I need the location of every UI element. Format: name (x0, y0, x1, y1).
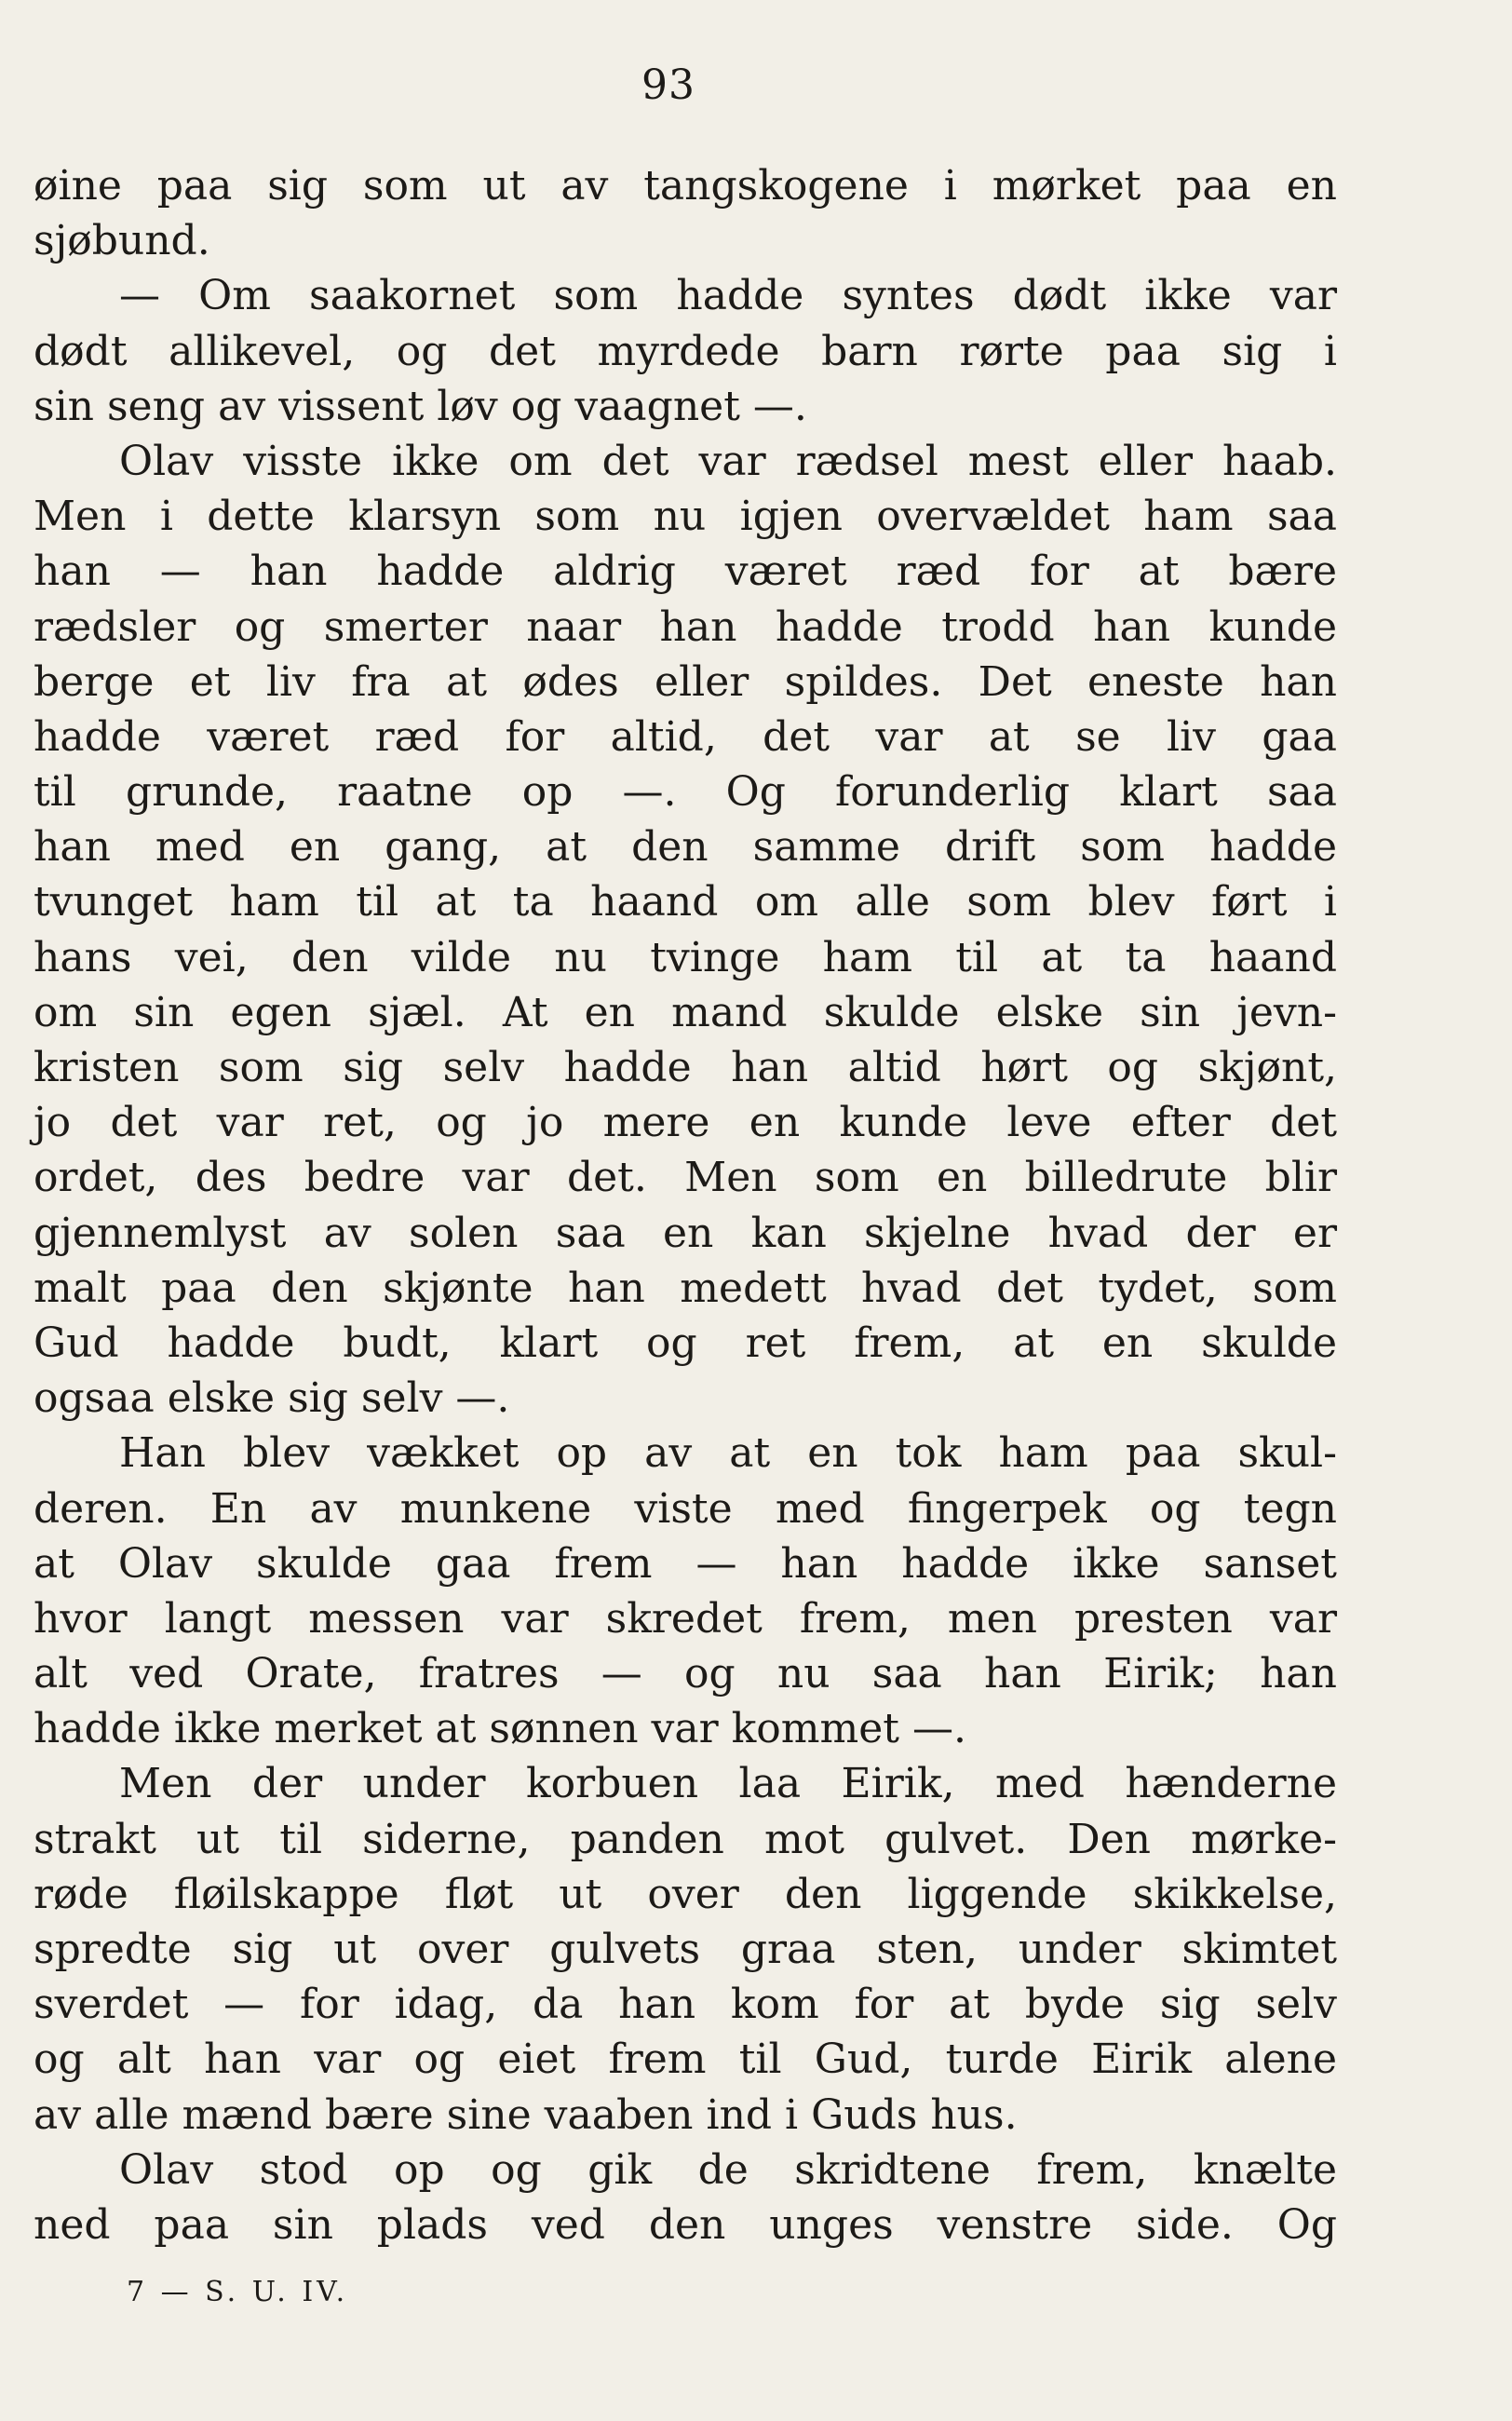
text-line: og alt han var og eiet frem til Gud, turde Eirik alene (34, 2036, 1337, 2084)
text-line: hvor langt messen var skredet frem, men presten var (34, 1594, 1337, 1643)
text-line: sin seng av vissent løv og vaagnet —. (34, 382, 807, 430)
text-line: han med en gang, at den samme drift som hadde (34, 823, 1337, 872)
text-line: deren. En av munkene viste med fingerpek og tegn (34, 1484, 1337, 1533)
text-line: Men i dette klarsyn som nu igjen overvældet ham saa (34, 493, 1337, 541)
text-line: hans vei, den vilde nu tvinge ham til at ta haand (34, 933, 1337, 981)
text-line: øine paa sig som ut av tangskogene i mørket paa en (34, 162, 1337, 210)
text-line: Olav visste ikke om det var rædsel mest eller haab. (119, 437, 1337, 485)
text-line: spredte sig ut over gulvets graa sten, under skimtet (34, 1926, 1337, 1973)
text-line: Han blev vækket op av at en tok ham paa skul- (119, 1429, 1337, 1478)
text-line: Gud hadde budt, klart og ret frem, at en skulde (34, 1319, 1337, 1367)
text-line: Olav stod op og gik de skridtene frem, knælte (119, 2145, 1337, 2194)
text-line: Men der under korbuen laa Eirik, med hænderne (119, 1760, 1337, 1808)
text-line: strakt ut til siderne, panden mot gulvet. Den mørke- (34, 1815, 1337, 1863)
body-text (34, 158, 1337, 2252)
text-line: — Om saakornet som hadde syntes dødt ikke var (119, 272, 1337, 320)
text-line: hadde været ræd for altid, det var at se liv gaa (34, 712, 1337, 761)
text-line: ogsaa elske sig selv —. (34, 1374, 510, 1423)
text-line: dødt allikevel, og det myrdede barn rørte paa sig i (34, 327, 1337, 375)
text-line: sverdet — for idag, da han kom for at byde sig selv (34, 1981, 1337, 2029)
text-line: hadde ikke merket at sønnen var kommet —. (34, 1705, 966, 1753)
text-line: at Olav skulde gaa frem — han hadde ikke sanset (34, 1539, 1337, 1588)
text-line: alt ved Orate, fratres — og nu saa han Eirik; han (34, 1650, 1337, 1698)
printer-signature: 7 — S. U. IV. (127, 2276, 349, 2308)
text-line: røde fløilskappe fløt ut over den liggende skikkelse, (34, 1870, 1337, 1918)
text-line: kristen som sig selv hadde han altid hørt og skjønt, (34, 1044, 1337, 1091)
text-line: ordet, des bedre var det. Men som en billedrute blir (34, 1154, 1337, 1202)
text-line: sjøbund. (34, 217, 210, 265)
text-line: ned paa sin plads ved den unges venstre side. Og (34, 2200, 1337, 2249)
text-line: han — han hadde aldrig været ræd for at bære (34, 548, 1337, 596)
text-line: jo det var ret, og jo mere en kunde leve efter det (34, 1099, 1337, 1147)
text-line: rædsler og smerter naar han hadde trodd han kunde (34, 602, 1337, 651)
text-line: malt paa den skjønte han medett hvad det tydet, som (34, 1264, 1337, 1312)
page-number: 93 (641, 61, 695, 109)
text-line: tvunget ham til at ta haand om alle som blev ført i (34, 878, 1337, 926)
text-line: til grunde, raatne op —. Og forunderlig klart saa (34, 768, 1337, 817)
text-line: om sin egen sjæl. At en mand skulde elske sin jevn- (34, 988, 1337, 1036)
text-line: berge et liv fra at ødes eller spildes. Det eneste han (34, 657, 1337, 706)
text-line: av alle mænd bære sine vaaben ind i Guds hus. (34, 2090, 1018, 2139)
text-line: gjennemlyst av solen saa en kan skjelne hvad der er (34, 1209, 1337, 1257)
